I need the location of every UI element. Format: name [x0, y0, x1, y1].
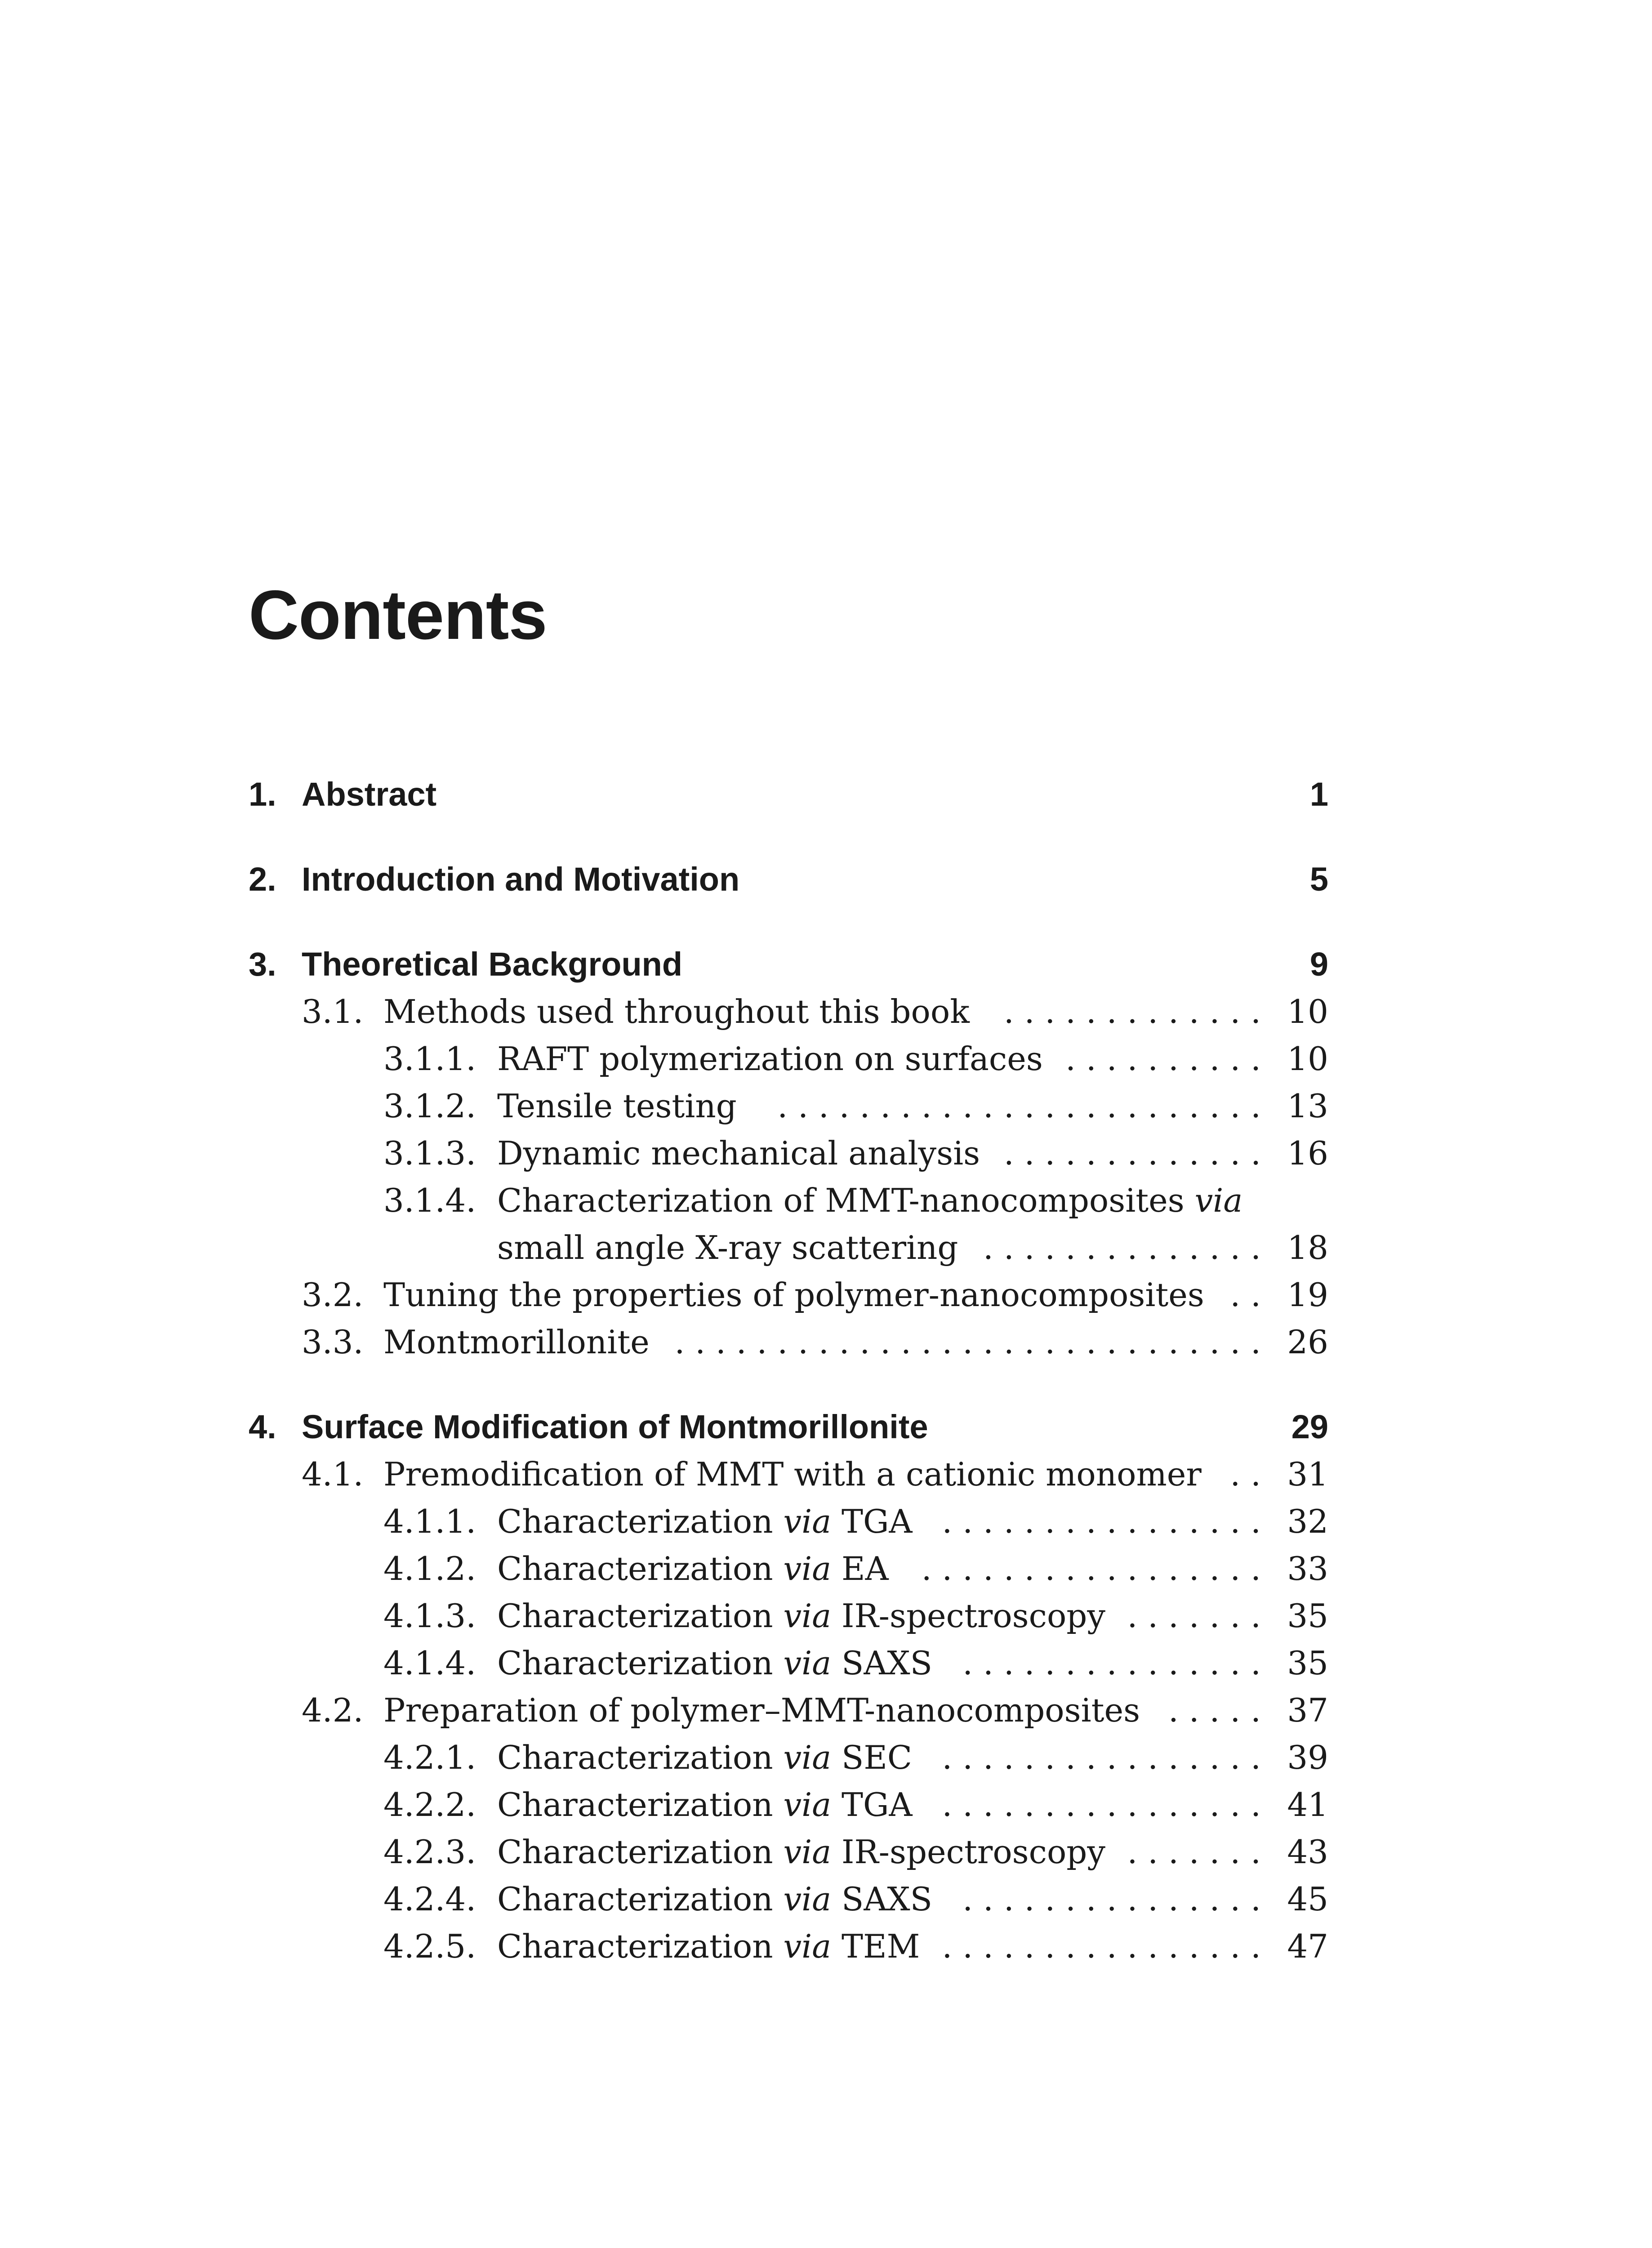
subsection-number: 3.1.1.	[383, 1039, 476, 1078]
toc-chapter-entry[interactable]	[249, 856, 1328, 903]
dot-leader: . .	[1220, 1455, 1261, 1493]
toc-subsection-entry[interactable]	[249, 1592, 1328, 1639]
dot-leader: . . . . .	[1158, 1691, 1261, 1729]
italic-via: via	[783, 1738, 832, 1776]
dot-leader: . .	[1220, 1276, 1261, 1314]
page-number: 9	[1309, 945, 1328, 983]
italic-via: via	[783, 1549, 832, 1588]
subsection-number: 4.1.4.	[383, 1644, 476, 1682]
dot-leader: . . . . . . . . . . . . .	[993, 1134, 1261, 1172]
subsection-number: 3.1.3.	[383, 1134, 476, 1172]
toc-subsection-entry[interactable]	[249, 1828, 1328, 1875]
page-number: 41	[1287, 1785, 1328, 1824]
page-title: Contents	[249, 576, 547, 654]
italic-via: via	[783, 1880, 832, 1918]
dot-leader: . . . . . . . . . . . . . . . . .	[911, 1549, 1261, 1588]
chapter-number: 3.	[249, 945, 276, 983]
subsection-title: Characterization via TGA	[497, 1502, 913, 1540]
chapter-gap	[249, 818, 1328, 856]
subsection-title: Characterization via TEM	[497, 1927, 920, 1965]
subsection-title: Characterization via IR-spectroscopy	[497, 1597, 1106, 1635]
toc-section-entry[interactable]	[249, 1271, 1328, 1318]
chapter-gap	[249, 1365, 1328, 1403]
subsection-number: 4.2.1.	[383, 1738, 476, 1776]
italic-via: via	[783, 1644, 832, 1682]
subsection-title: Characterization via SAXS	[497, 1644, 932, 1682]
subsection-title: Characterization via EA	[497, 1549, 889, 1588]
chapter-title: Theoretical Background	[302, 945, 683, 983]
toc-subsection-entry[interactable]	[249, 1177, 1328, 1224]
page-number: 35	[1287, 1597, 1328, 1635]
dot-leader: . . . . . . . . . . . . . . .	[952, 1880, 1261, 1918]
chapter-title: Surface Modification of Montmorillonite	[302, 1408, 928, 1445]
section-title: Montmorillonite	[383, 1323, 650, 1361]
page-number: 5	[1309, 860, 1328, 898]
subsection-title: Tensile testing	[497, 1087, 737, 1125]
italic-via: via	[783, 1833, 832, 1871]
page-number: 10	[1287, 1039, 1328, 1078]
subsection-title: Characterization of MMT-nanocomposites via	[497, 1181, 1243, 1219]
page-number: 16	[1287, 1134, 1328, 1172]
page-number: 37	[1287, 1691, 1328, 1729]
italic-via: via	[783, 1785, 832, 1824]
page-number: 18	[1287, 1228, 1328, 1267]
toc-subsection-entry[interactable]	[249, 1875, 1328, 1922]
dot-leader: . . . . . . .	[1117, 1833, 1261, 1871]
toc-section-entry[interactable]	[249, 988, 1328, 1035]
section-title: Tuning the properties of polymer-nanocomposites	[383, 1276, 1204, 1314]
subsection-number: 3.1.4.	[383, 1181, 476, 1219]
toc-subsection-entry[interactable]	[249, 1035, 1328, 1082]
toc-section-entry[interactable]	[249, 1686, 1328, 1734]
dot-leader: . . . . . . . . . . . . . . . . . . . . . . . . . . . . .	[664, 1323, 1261, 1361]
subsection-title-continuation: small angle X-ray scattering	[497, 1228, 958, 1267]
dot-leader: . . . . . . . . . . . . . . .	[952, 1644, 1261, 1682]
page-number: 43	[1287, 1833, 1328, 1871]
subsection-number: 4.1.2.	[383, 1549, 476, 1588]
subsection-number: 4.1.1.	[383, 1502, 476, 1540]
subsection-number: 4.2.3.	[383, 1833, 476, 1871]
dot-leader: . . . . . . . . . . . . .	[993, 992, 1261, 1030]
toc-subsection-entry[interactable]	[249, 1734, 1328, 1781]
subsection-title: Characterization via IR-spectroscopy	[497, 1833, 1106, 1871]
page-number: 10	[1287, 992, 1328, 1030]
subsection-number: 3.1.2.	[383, 1087, 476, 1125]
toc-chapter-entry[interactable]	[249, 941, 1328, 988]
chapter-title: Abstract	[302, 775, 437, 813]
page-number: 26	[1287, 1323, 1328, 1361]
italic-via: via	[1194, 1181, 1243, 1219]
dot-leader: . . . . . . . . . . . . . . . .	[931, 1502, 1261, 1540]
page-number: 39	[1287, 1738, 1328, 1776]
toc-section-entry[interactable]	[249, 1318, 1328, 1365]
chapter-number: 2.	[249, 860, 276, 898]
section-title: Premodification of MMT with a cationic monomer	[383, 1455, 1202, 1493]
dot-leader: . . . . . . . . . . . . . . . .	[931, 1927, 1261, 1965]
page-number: 47	[1287, 1927, 1328, 1965]
page-number: 29	[1291, 1408, 1328, 1445]
toc-subsection-entry[interactable]	[249, 1922, 1328, 1970]
subsection-title: Dynamic mechanical analysis	[497, 1134, 980, 1172]
subsection-title: Characterization via TGA	[497, 1785, 913, 1824]
page-number: 19	[1287, 1276, 1328, 1314]
toc-subsection-entry[interactable]	[249, 1129, 1328, 1177]
section-number: 4.1.	[302, 1455, 364, 1493]
toc-subsection-entry[interactable]	[249, 1545, 1328, 1592]
italic-via: via	[783, 1927, 832, 1965]
dot-leader: . . . . . . . . . .	[1055, 1039, 1261, 1078]
section-number: 3.2.	[302, 1276, 364, 1314]
dot-leader: . . . . . . . . . . . . . . . .	[931, 1738, 1261, 1776]
toc-subsection-entry[interactable]	[249, 1082, 1328, 1129]
dot-leader: . . . . . . . . . . . . . .	[973, 1228, 1261, 1267]
toc-subsection-entry[interactable]	[249, 1498, 1328, 1545]
toc-subsection-continuation[interactable]	[249, 1224, 1328, 1271]
subsection-title: Characterization via SAXS	[497, 1880, 932, 1918]
subsection-number: 4.2.2.	[383, 1785, 476, 1824]
toc-chapter-entry[interactable]	[249, 1403, 1328, 1450]
page-number: 45	[1287, 1880, 1328, 1918]
page-number: 35	[1287, 1644, 1328, 1682]
chapter-gap	[249, 903, 1328, 941]
italic-via: via	[783, 1502, 832, 1540]
page-number: 1	[1309, 775, 1328, 813]
section-number: 4.2.	[302, 1691, 364, 1729]
section-title: Methods used throughout this book	[383, 992, 970, 1030]
section-number: 3.1.	[302, 992, 364, 1030]
dot-leader: . . . . . . . . . . . . . . . . . . . . . . . .	[767, 1087, 1261, 1125]
page-number: 13	[1287, 1087, 1328, 1125]
chapter-title: Introduction and Motivation	[302, 860, 740, 898]
section-number: 3.3.	[302, 1323, 364, 1361]
chapter-number: 1.	[249, 775, 276, 813]
page-number: 32	[1287, 1502, 1328, 1540]
page-number: 33	[1287, 1549, 1328, 1588]
subsection-number: 4.1.3.	[383, 1597, 476, 1635]
section-title: Preparation of polymer–MMT-nanocomposites	[383, 1691, 1140, 1729]
italic-via: via	[783, 1597, 832, 1635]
table-of-contents	[249, 771, 1328, 1970]
dot-leader: . . . . . . .	[1117, 1597, 1261, 1635]
chapter-number: 4.	[249, 1408, 276, 1445]
toc-section-entry[interactable]	[249, 1450, 1328, 1498]
toc-subsection-entry[interactable]	[249, 1781, 1328, 1828]
subsection-number: 4.2.4.	[383, 1880, 476, 1918]
subsection-title: RAFT polymerization on surfaces	[497, 1039, 1043, 1078]
subsection-title: Characterization via SEC	[497, 1738, 912, 1776]
toc-chapter-entry[interactable]	[249, 771, 1328, 818]
page-number: 31	[1287, 1455, 1328, 1493]
dot-leader: . . . . . . . . . . . . . . . .	[931, 1785, 1261, 1824]
subsection-number: 4.2.5.	[383, 1927, 476, 1965]
toc-subsection-entry[interactable]	[249, 1639, 1328, 1686]
